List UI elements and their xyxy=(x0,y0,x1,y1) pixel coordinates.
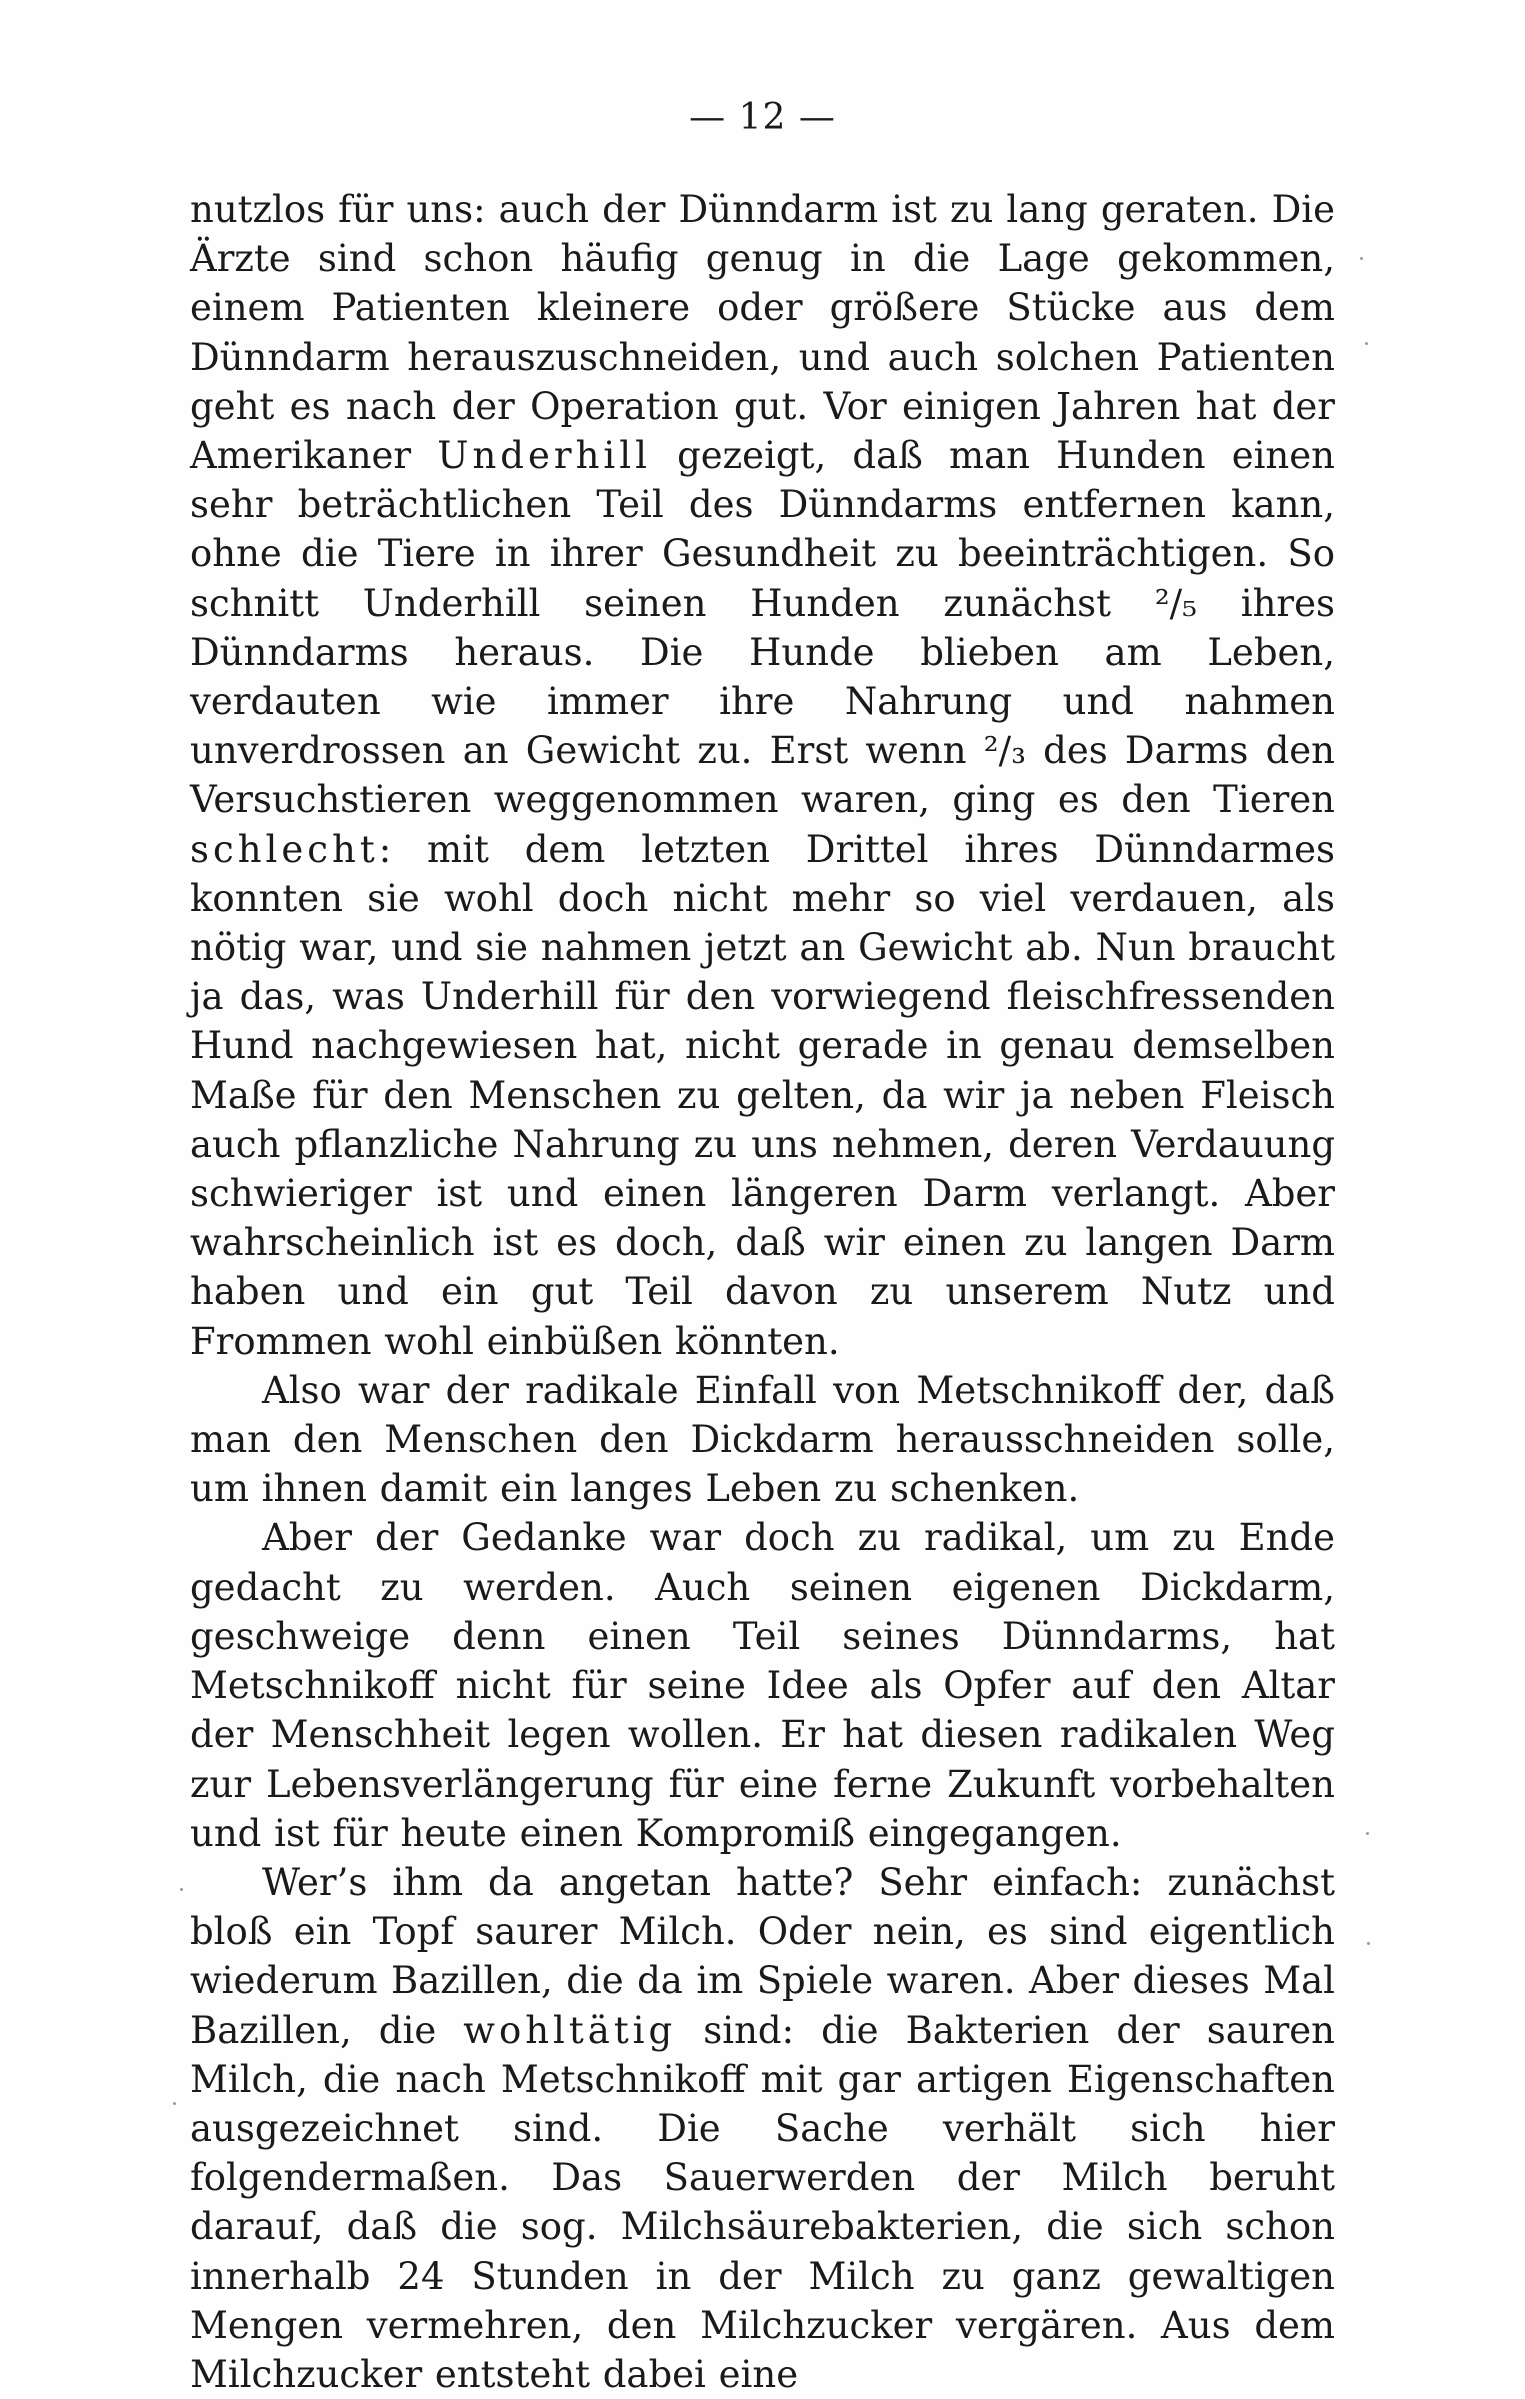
paragraph-1-text-c: : mit dem letzten Drittel ihres Dünndarmes konnten sie wohl doch nicht mehr so viel verdauen, als nötig war, und sie nahmen jetzt an Gewicht ab. Nun braucht ja das, was Underhill für den vorwiegend fleischfressenden Hund nachgewiesen hat, nicht gerade in genau demselben Maße für den Menschen zu gelten, da wir ja neben Fleisch auch pflanzliche Nahrung zu uns nehmen, deren Verdauung schwieriger ist und einen längeren Darm verlangt. Aber wahrscheinlich ist es doch, daß wir einen zu langen Darm haben und ein gut Teil davon zu unserem Nutz und Frommen wohl einbüßen könnten. xyxy=(190,827,1335,1363)
paragraph-4 xyxy=(190,1858,1335,2399)
paragraph-1 xyxy=(190,185,1335,1366)
scan-speck xyxy=(1360,257,1363,260)
emphasized-name-underhill: Underhill xyxy=(437,434,651,478)
paragraph-2: Also war der radikale Einfall von Metschnikoff der, daß man den Menschen den Dickdarm herausschneiden solle, um ihnen damit ein langes Leben zu schenken. xyxy=(190,1368,1335,1511)
emphasized-word-schlecht: schlecht xyxy=(190,827,379,871)
scan-speck xyxy=(1366,1832,1369,1835)
page-number: — 12 — xyxy=(689,97,836,138)
paragraph-4-text-a: Wer’s ihm da angetan hatte? Sehr einfach: zunächst bloß ein Topf saurer Milch. Oder nein, es sind eigentlich wiederum Bazillen, die da im Spiele waren. Aber dieses Mal Bazillen, die xyxy=(190,1860,1335,2052)
paragraph-4-text-b: sind: die Bakterien der sauren Milch, die nach Metschnikoff mit gar artigen Eigenschaften ausgezeichnet sind. Die Sache verhält sich hier folgendermaßen. Das Sauerwerden der Milch beruht darauf, daß die sog. Milchsäurebakterien, die sich schon innerhalb 24 Stunden in der Milch zu ganz gewaltigen Mengen vermehren, den Milchzucker vergären. Aus dem Milchzucker entsteht dabei eine xyxy=(190,2008,1335,2396)
paragraph-1-text-b: gezeigt, daß man Hunden einen sehr beträchtlichen Teil des Dünndarms entfernen kann, ohne die Tiere in ihrer Gesundheit zu beeinträchtigen. So schnitt Underhill seinen Hunden zunächst ²/₅ ihres Dünndarms heraus. Die Hunde blieben am Leben, verdauten wie immer ihre Nahrung und nahmen unverdrossen an Gewicht zu. Erst wenn ²/₃ des Darms den Versuchstieren weggenommen waren, ging es den Tieren xyxy=(190,434,1335,822)
scan-speck xyxy=(180,1888,183,1891)
scan-speck xyxy=(1367,1942,1370,1945)
scan-speck xyxy=(173,2102,176,2105)
emphasized-word-wohltaetig: wohltätig xyxy=(463,2008,677,2052)
body-text xyxy=(190,185,1335,2399)
paragraph-1-text-a: nutzlos für uns: auch der Dünndarm ist zu lang geraten. Die Ärzte sind schon häufig genug in die Lage gekommen, einem Patienten kleinere oder größere Stücke aus dem Dünndarm herauszuschneiden, und auch solchen Patienten geht es nach der Operation gut. Vor einigen Jahren hat der Amerikaner xyxy=(190,188,1335,478)
scan-speck xyxy=(1365,342,1368,345)
paragraph-3: Aber der Gedanke war doch zu radikal, um zu Ende gedacht zu werden. Auch seinen eigenen Dickdarm, geschweige denn einen Teil seines Dünndarms, hat Metschnikoff nicht für seine Idee als Opfer auf den Altar der Menschheit legen wollen. Er hat diesen radikalen Weg zur Lebensverlängerung für eine ferne Zukunft vorbehalten und ist für heute einen Kompromiß eingegangen. xyxy=(190,1516,1335,1855)
